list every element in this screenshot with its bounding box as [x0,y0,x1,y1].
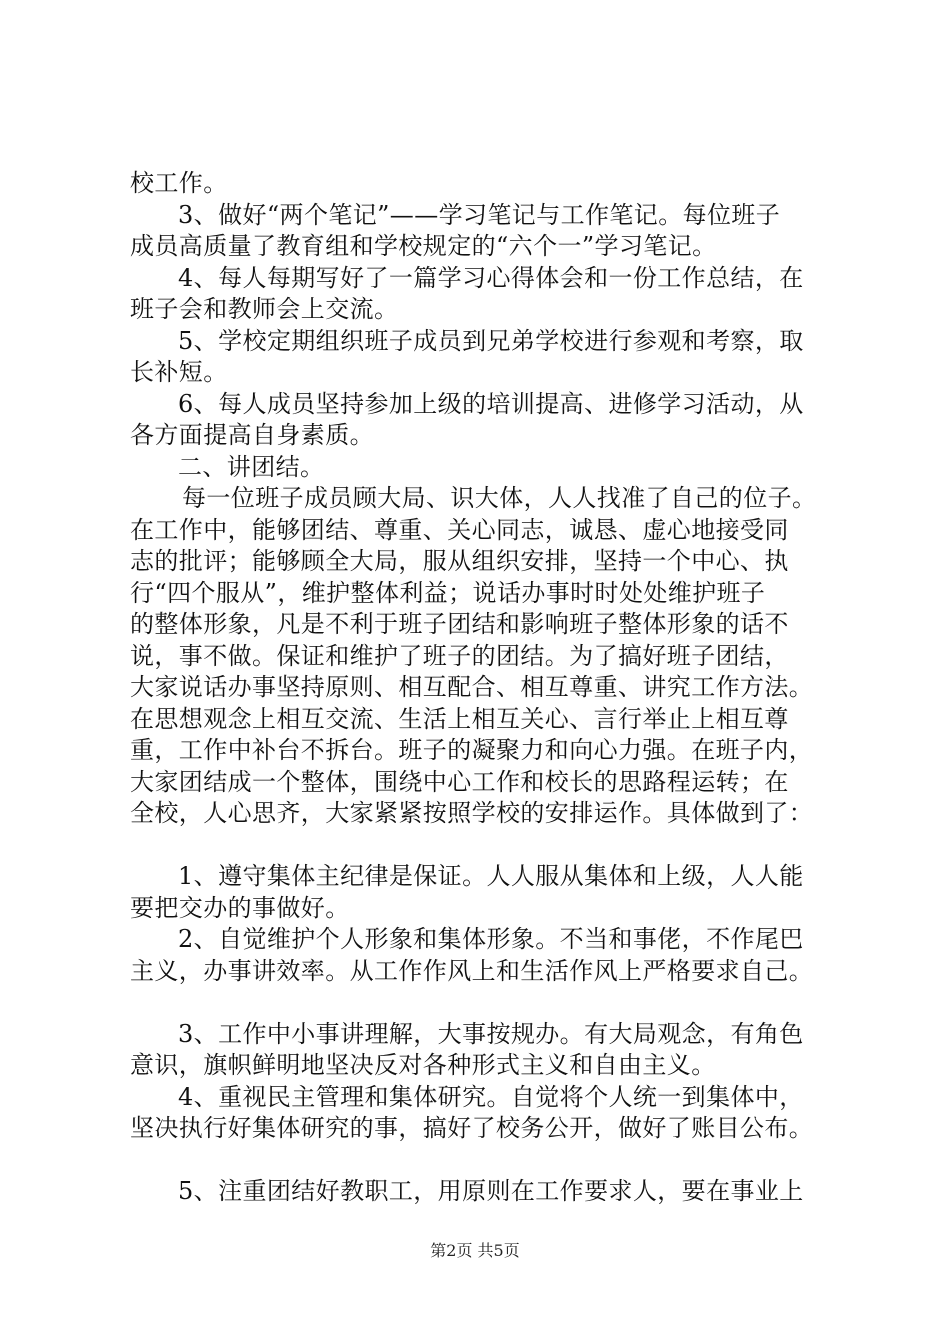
page-number-footer: 第2页 共5页 [430,1241,520,1260]
paragraph-line: 4、重视民主管理和集体研究。自觉将个人统一到集体中， [178,1082,804,1111]
paragraph-line: 要把交办的事做好。 [130,893,350,922]
paragraph-line: 5、学校定期组织班子成员到兄弟学校进行参观和考察，取 [178,326,804,355]
paragraph-line: 的整体形象，凡是不利于班子团结和影响班子整体形象的话不 [130,610,789,638]
section-heading: 二、讲团结。 [178,452,325,481]
paragraph-line: 重，工作中补台不拆台。班子的凝聚力和向心力强。在班子内， [130,736,814,764]
paragraph-line: 意识，旗帜鲜明地坚决反对各种形式主义和自由主义。 [130,1051,716,1079]
paragraph-line: 大家团结成一个整体，围绕中心工作和校长的思路程运转；在 [130,767,789,796]
paragraph-line: 5、注重团结好教职工，用原则在工作要求人，要在事业上 [178,1177,804,1205]
paragraph-line: 说，事不做。保证和维护了班子的团结。为了搞好班子团结， [130,641,789,670]
paragraph-line: 在工作中，能够团结、尊重、关心同志，诚恳、虚心地接受同 [130,515,789,544]
blank-line [130,1145,832,1177]
paragraph-line: 在思想观念上相互交流、生活上相互关心、言行举止上相互尊 [130,704,789,733]
paragraph-line: 每一位班子成员顾大局、识大体，人人找准了自己的位子。 [182,484,817,512]
paragraph-line: 1、遵守集体主纪律是保证。人人服从集体和上级，人人能 [178,862,804,890]
blank-line [130,830,832,862]
paragraph-line: 志的批评；能够顾全大局，服从组织安排，坚持一个中心、执 [130,547,789,575]
blank-line [130,987,832,1019]
paragraph-line: 各方面提高自身素质。 [130,421,374,449]
paragraph-line: 校工作。 [130,169,228,197]
paragraph-line: 班子会和教师会上交流。 [130,295,399,323]
paragraph-line: 4、每人每期写好了一篇学习心得体会和一份工作总结，在 [178,263,804,292]
paragraph-line: 成员高质量了教育组和学校规定的“六个一”学习笔记。 [130,232,717,260]
paragraph-line: 长补短。 [130,358,228,386]
paragraph-line: 主义，办事讲效率。从工作作风上和生活作风上严格要求自己。 [130,956,814,985]
paragraph-line: 3、做好“两个笔记”——学习笔记与工作笔记。每位班子 [178,200,781,229]
paragraph-line: 6、每人成员坚持参加上级的培训提高、进修学习活动，从 [178,389,804,418]
paragraph-line: 行“四个服从”，维护整体利益；说话办事时时处处维护班子 [130,578,766,607]
paragraph-line: 坚决执行好集体研究的事，搞好了校务公开，做好了账目公布。 [130,1114,814,1142]
paragraph-line: 大家说话办事坚持原则、相互配合、相互尊重、讲究工作方法。 [130,673,814,701]
paragraph-line: 2、自觉维护个人形象和集体形象。不当和事佬，不作尾巴 [178,925,804,953]
paragraph-line: 3、工作中小事讲理解，大事按规办。有大局观念，有角色 [178,1019,804,1048]
document-body [130,168,832,1208]
paragraph-line: 全校，人心思齐，大家紧紧按照学校的安排运作。具体做到了： [130,799,814,827]
